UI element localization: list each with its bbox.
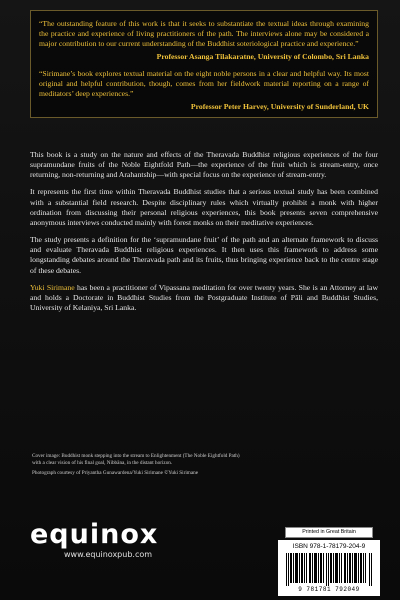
description-paragraph-2: It represents the first time within Theravada Buddhist studies that a serious textual study has been combined with a substantial field research. Despite disciplinary rules which virtually prohibit a monk with higher ordination from discussing their personal religious experiences, this book presents seven comprehensive anonymous interviews conducted mainly with forest monks on their meditative experiences.: [30, 187, 378, 227]
endorsement-attribution-1: Professor Asanga Tilakaratne, University of Colombo, Sri Lanka: [156, 51, 369, 61]
endorsements-box: [30, 10, 378, 118]
cover-image-credit: Cover image: Buddhist monk stepping into the stream to Enlightenment (The Noble Eightfold Path) with a clear vision of his final goal, Nibbāna, in the distant horizon.: [32, 453, 240, 467]
endorsement-attribution-2: Professor Peter Harvey, University of Sunderland, UK: [190, 101, 369, 111]
publisher-url: www.equinoxpub.com: [64, 550, 153, 559]
book-description: [30, 150, 378, 320]
publisher-logo: [30, 521, 190, 559]
author-name: Yuki Sirimane: [30, 282, 75, 292]
barcode-bars-icon: [286, 553, 372, 586]
barcode: [278, 540, 380, 596]
author-bio: [30, 283, 378, 313]
endorsement-quote-2: “Sirimane’s book explores textual material on the eight noble persons in a clear and helpful way. Its most original and helpful contribution, though, comes from her fieldwork material reporting on a range of meditators’ deep experiences.”: [39, 69, 369, 98]
description-paragraph-1: This book is a study on the nature and effects of the Theravada Buddhist religious experiences of the four supramundane fruits of the Noble Eightfold Path—the experience of the fruit which is stream-entry, once returning, non-returning and Arahantship—with special focus on the experience of stream-entry.: [30, 150, 378, 180]
printed-label: Printed in Great Britain: [285, 527, 373, 538]
isbn-text: ISBN 978-1-78179-204-9: [292, 543, 366, 550]
description-paragraph-3: The study presents a definition for the ‘supramundane fruit’ of the path and an alternate framework to discuss and evaluate Theravada Buddhist religious experiences. It then uses this framework to address some longstanding debates around the Theravada path and its fruits, thus bringing experience back to the centre stage of these debates.: [30, 235, 378, 275]
publisher-logo-text: equinox: [30, 519, 159, 550]
cover-credit: [32, 453, 242, 480]
photo-credit: Photograph courtesy of Priyantha Gunawardena/Yuki Sirimane ©Yuki Sirimane: [32, 470, 199, 477]
barcode-digits: 9 781781 792049: [298, 586, 360, 593]
author-bio-text: has been a practitioner of Vipassana meditation for over twenty years. She is an Attorney at law and holds a Doctorate in Buddhist Studies from the Postgraduate Institute of Pāli and Buddhist Studies, University of Kelaniya, Sri Lanka.: [30, 282, 379, 313]
endorsement-quote-1: “The outstanding feature of this work is that it seeks to substantiate the textual ideas through examining the practice and experience of living practitioners of the path. The interviews alone may be considered a major contribution to our current understanding of the Buddhist soteriological practice and experience.”: [39, 19, 369, 48]
